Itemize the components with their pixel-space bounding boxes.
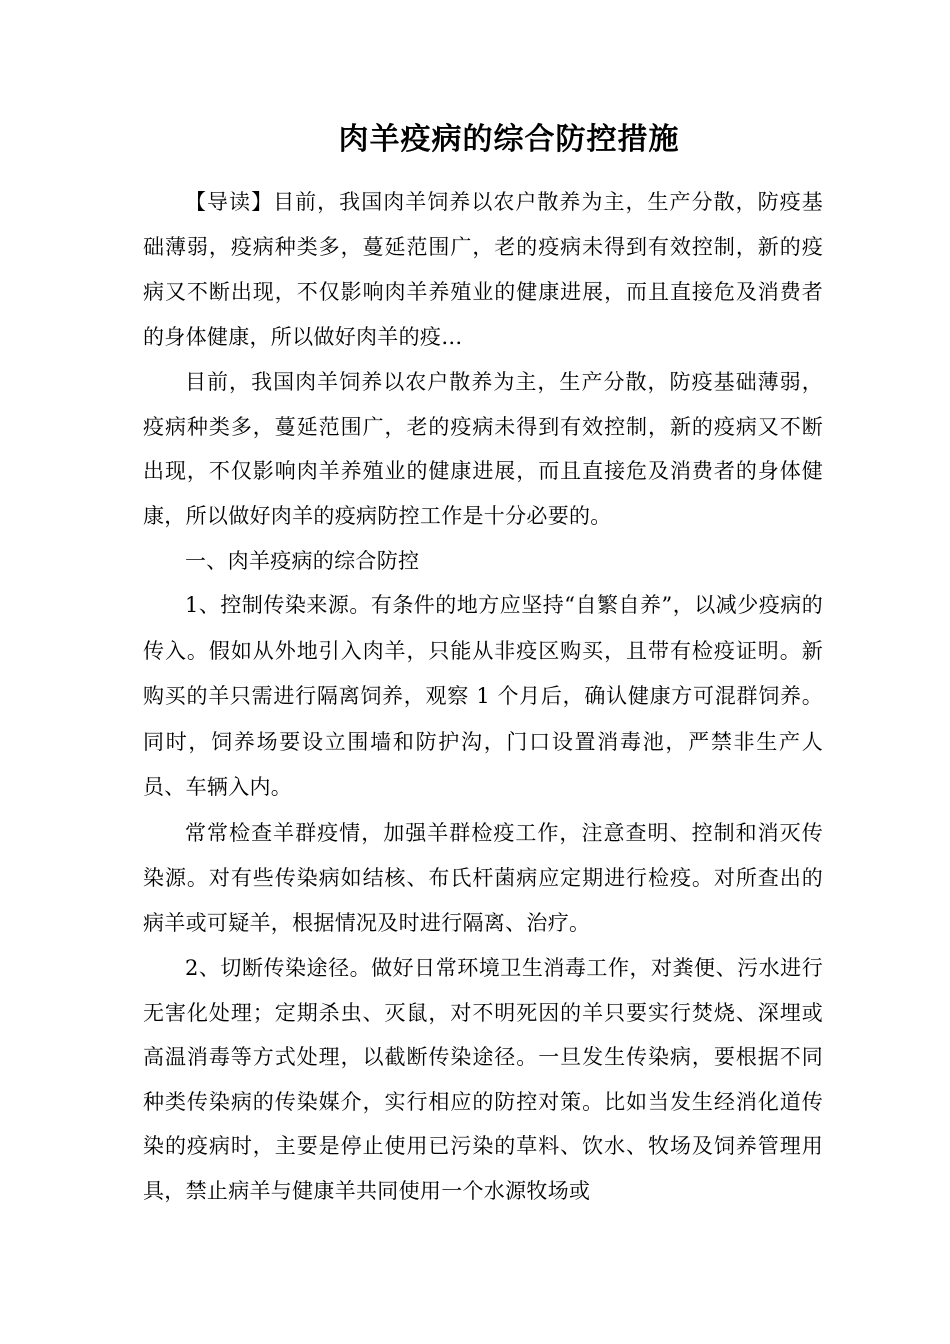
paragraph-cut-transmission: 2、切断传染途径。做好日常环境卫生消毒工作，对粪便、污水进行无害化处理；定期杀虫、灭鼠，对不明死因的羊只要实行焚烧、深埋或高温消毒等方式处理，以截断传染途径。一旦发生传染病，要根据不同种类传染病的传染媒介，实行相应的防控对策。比如当发生经消化道传染的疫病时，主要是停止使用已污染的草料、饮水、牧场及饲养管理用具，禁止病羊与健康羊共同使用一个水源牧场或 xyxy=(143,956,823,1203)
paragraph-inspection: 常常检查羊群疫情，加强羊群检疫工作，注意查明、控制和消灭传染源。对有些传染病如结核、布氏杆菌病应定期进行检疫。对所查出的病羊或可疑羊，根据情况及时进行隔离、治疗。 xyxy=(143,821,823,935)
section-heading: 一、肉羊疫病的综合防控 xyxy=(185,549,420,573)
paragraph-control-source: 1、控制传染来源。有条件的地方应坚持“自繁自养”，以减少疫病的传入。假如从外地引入肉羊，只能从非疫区购买，且带有检疫证明。新购买的羊只需进行隔离饲养，观察 1 个月后，确认健康方可混群饲养。同时，饲养场要设立围墙和防护沟，门口设置消毒池，严禁非生产人员、车辆入内。 xyxy=(143,593,823,799)
paragraph-intro: 【导读】目前，我国肉羊饲养以农户散养为主，生产分散，防疫基础薄弱，疫病种类多，蔓延范围广，老的疫病未得到有效控制，新的疫病又不断出现，不仅影响肉羊养殖业的健康进展，而且直接危及消费者的身体健康，所以做好肉羊的疫… xyxy=(143,190,823,349)
paragraph-background: 目前，我国肉羊饲养以农户散养为主，生产分散，防疫基础薄弱，疫病种类多，蔓延范围广，老的疫病未得到有效控制，新的疫病又不断出现，不仅影响肉羊养殖业的健康进展，而且直接危及消费者的身体健康，所以做好肉羊的疫病防控工作是十分必要的。 xyxy=(143,370,823,528)
document-title: 肉羊疫病的综合防控措施 xyxy=(338,122,680,157)
